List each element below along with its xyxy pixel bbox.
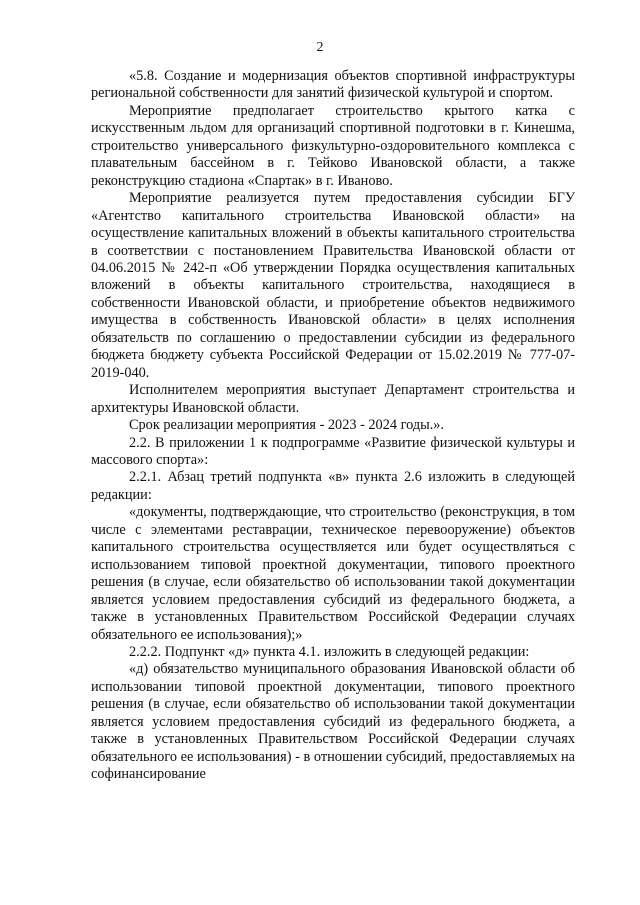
document-body <box>91 68 575 784</box>
paragraph-5-8-heading: «5.8. Создание и модернизация объектов спортивной инфраструктуры региональной собственности для занятий физической культурой и спортом. <box>91 68 575 102</box>
paragraph-2-2-1: 2.2.1. Абзац третий подпункта «в» пункта 2.6 изложить в следующей редакции: <box>91 469 575 503</box>
paragraph-event-description: Мероприятие предполагает строительство крытого катка с искусственным льдом для организаций спортивной подготовки в г. Кинешма, строительство универсального физкультурно-оздоровительного комплекса с плавательным бассейном в г. Тейково Ивановской области, а также реконструкцию стадиона «Спартак» в г. Иваново. <box>91 102 575 189</box>
page-number: 2 <box>316 40 324 55</box>
paragraph-2-2-2: 2.2.2. Подпункт «д» пункта 4.1. изложить в следующей редакции: <box>129 643 530 660</box>
paragraph-subsidy-implementation: Мероприятие реализуется путем предоставления субсидии БГУ «Агентство капитального строительства Ивановской области» на осуществление капитальных вложений в объекты капитального строительства в соответствии с постановлением Правительства Ивановской области от 04.06.2015 № 242-п «Об утверждении Порядка осуществления капитальных вложений в объекты капитального строительства, находящиеся в собственности Ивановской области, и приобретение объектов недвижимого имущества в собственность Ивановской области» в целях исполнения обязательств по соглашению о предоставлении субсидии из федерального бюджета бюджету субъекта Российской Федерации от 15.02.2019 № 777-07-2019-040. <box>91 190 575 381</box>
paragraph-documents-quote: «документы, подтверждающие, что строительство (реконструкция, в том числе с элементами реставрации, техническое перевооружение) объектов капитального строительства осуществляется или будет осуществляться с использованием типовой проектной документации, типового проектного решения (в случае, если обязательство об использовании такой документации является условием предоставления субсидий из федерального бюджета, а также в установленных Правительством Российской Федерации случаях обязательного ее использования);» <box>91 504 575 643</box>
paragraph-2-2: 2.2. В приложении 1 к подпрограмме «Развитие физической культуры и массового спорта»: <box>91 434 575 468</box>
paragraph-obligation-d: «д) обязательство муниципального образования Ивановской области об использовании типовой проектной документации, типового проектного решения (в случае, если обязательство об использовании такой документации является условием предоставления субсидий из федерального бюджета, а также в установленных Правительством Российской Федерации случаях обязательного ее использования) - в отношении субсидий, предоставляемых на софинансирование <box>91 661 575 783</box>
paragraph-implementation-period: Срок реализации мероприятия - 2023 - 2024 годы.». <box>129 417 444 434</box>
paragraph-executor: Исполнителем мероприятия выступает Департамент строительства и архитектуры Ивановской области. <box>91 382 575 416</box>
